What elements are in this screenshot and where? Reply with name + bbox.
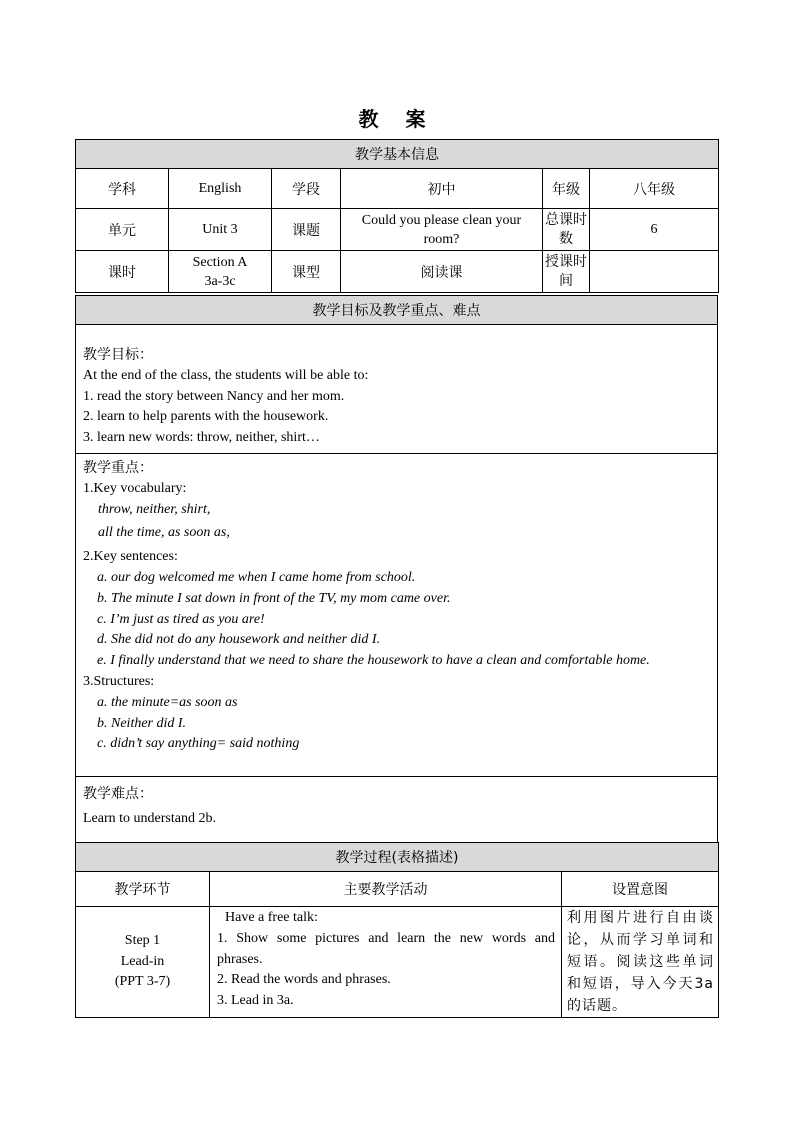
structures-label: 3.Structures:: [83, 673, 155, 689]
activity-line: 3. Lead in 3a.: [217, 993, 294, 1009]
value-period: Section A 3a-3c: [169, 251, 272, 293]
sentence-line: d. She did not do any housework and neither did I.: [97, 632, 381, 648]
difficulty-label: 教学难点：: [83, 785, 153, 802]
value-lesson-type: 阅读课: [341, 251, 543, 293]
difficulty-text: Learn to understand 2b.: [83, 810, 216, 826]
label-lesson-type: 课型: [272, 251, 341, 293]
col-header-activities: 主要教学活动: [210, 872, 562, 907]
label-teaching-time: 授课时间: [543, 251, 590, 293]
structure-line: c. didn’t say anything= said nothing: [97, 736, 300, 752]
step-activities-cell: [210, 907, 562, 1018]
value-stage: 初中: [341, 169, 543, 209]
process-table: [75, 842, 719, 1018]
label-subject: 学科: [76, 169, 169, 209]
label-period: 课时: [76, 251, 169, 293]
activity-line: Have a free talk:: [225, 910, 318, 925]
step-name-cell: [76, 907, 210, 1018]
value-grade: 八年级: [590, 169, 719, 209]
step-ppt: (PPT 3-7): [114, 974, 171, 990]
step-stage: Lead-in: [120, 953, 165, 969]
key-points-label: 教学重点：: [83, 459, 153, 476]
vocab-line: all the time, as soon as,: [98, 525, 230, 541]
objectives-header: 教学目标及教学重点、难点: [76, 296, 718, 325]
label-stage: 学段: [272, 169, 341, 209]
structure-line: a. the minute=as soon as: [97, 694, 238, 710]
sentence-line: c. I’m just as tired as you are!: [97, 611, 265, 627]
step-name: Step 1: [124, 932, 161, 948]
value-topic: Could you please clean your room?: [341, 209, 543, 251]
vocab-line: throw, neither, shirt,: [98, 501, 211, 517]
label-topic: 课题: [272, 209, 341, 251]
label-grade: 年级: [543, 169, 590, 209]
difficulty-cell: [76, 776, 718, 844]
process-header: 教学过程(表格描述): [76, 843, 719, 872]
value-subject: English: [169, 169, 272, 209]
key-points-cell: [76, 453, 718, 776]
label-unit: 单元: [76, 209, 169, 251]
basic-info-table: [75, 139, 719, 293]
goals-label: 教学目标：: [83, 347, 153, 363]
col-header-purpose: 设置意图: [562, 872, 719, 907]
goal-line: 3. learn new words: throw, neither, shirt…: [83, 430, 320, 446]
sentence-line: b. The minute I sat down in front of the TV, my mom came over.: [97, 590, 451, 606]
vocab-label: 1.Key vocabulary:: [83, 480, 187, 496]
step-purpose-cell: 利用图片进行自由谈论，从而学习单词和短语。阅读这些单词和短语，导入今天3a 的话题。: [562, 907, 719, 1018]
value-total-periods: 6: [590, 209, 719, 251]
label-total-periods: 总课时数: [543, 209, 590, 251]
goals-cell: [76, 325, 718, 454]
activity-line: 2. Read the words and phrases.: [217, 972, 391, 988]
goal-line: 1. read the story between Nancy and her mom.: [83, 388, 345, 404]
sentence-line: a. our dog welcomed me when I came home from school.: [97, 569, 416, 585]
value-unit: Unit 3: [169, 209, 272, 251]
document-title: 教 案: [358, 107, 436, 131]
basic-info-header: 教学基本信息: [76, 140, 719, 169]
value-teaching-time: [590, 251, 719, 293]
col-header-stage: 教学环节: [76, 872, 210, 907]
sentence-line: e. I finally understand that we need to share the housework to have a clean and comfortable home.: [97, 653, 650, 669]
sentences-label: 2.Key sentences:: [83, 549, 178, 565]
objectives-table: [75, 295, 718, 845]
goal-line: At the end of the class, the students will be able to:: [83, 367, 369, 383]
structure-line: b. Neither did I.: [97, 715, 187, 731]
goal-line: 2. learn to help parents with the housework.: [83, 409, 329, 425]
activity-line: 1. Show some pictures and learn the new words and phrases.: [217, 930, 555, 967]
